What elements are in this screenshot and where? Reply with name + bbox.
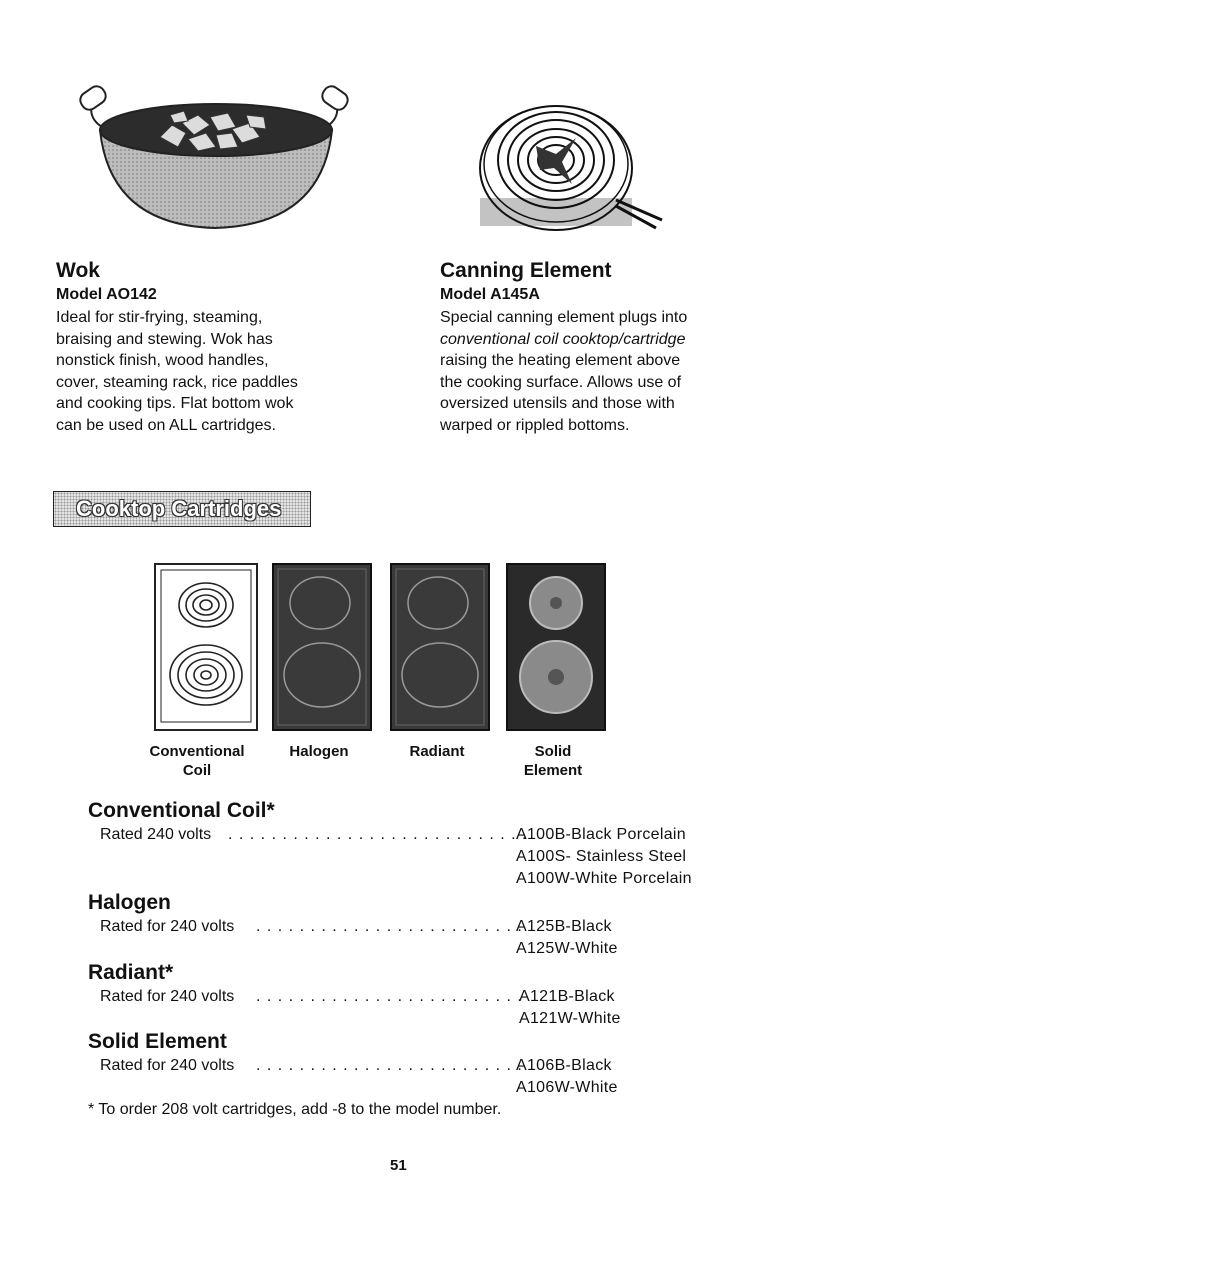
rated-text: Rated for 240 volts <box>100 918 235 935</box>
section-title-conventional-coil: Conventional Coil* <box>88 799 275 822</box>
canning-desc-line: warped or rippled bottoms. <box>440 416 630 434</box>
wok-desc-line: cover, steaming rack, rice paddles <box>56 373 298 391</box>
section-title-radiant: Radiant* <box>88 961 174 984</box>
radiant-cartridge-illustration <box>390 563 490 731</box>
leader-dots: . . . . . . . . . . . . . . . . . . . . . . . . . <box>256 918 523 935</box>
cooktop-cartridges-banner <box>53 491 311 527</box>
wok-model: Model AO142 <box>56 286 157 303</box>
leader-dots: . . . . . . . . . . . . . . . . . . . . . . . . . <box>256 988 523 1005</box>
canning-title: Canning Element <box>440 259 612 282</box>
cartridge-label-radiant <box>372 742 502 761</box>
rated-text: Rated for 240 volts <box>100 988 235 1005</box>
leader-dots: . . . . . . . . . . . . . . . . . . . . . . . . . <box>256 1057 523 1074</box>
wok-desc-line: and cooking tips. Flat bottom wok <box>56 395 294 412</box>
model-number: A125W-White <box>516 940 618 957</box>
section-title-solid-element: Solid Element <box>88 1030 227 1053</box>
canning-desc-line: Special canning element plugs into <box>440 309 688 326</box>
cartridge-label-line: Coil <box>182 762 212 779</box>
solid-element-cartridge-illustration <box>506 563 606 731</box>
page-number: 51 <box>390 1157 407 1174</box>
wok-description <box>56 307 346 436</box>
model-number: A106W-White <box>516 1079 618 1096</box>
model-number: A100S- Stainless Steel <box>516 848 687 865</box>
footnote: * To order 208 volt cartridges, add -8 to the model number. <box>88 1101 502 1118</box>
canning-model: Model A145A <box>440 286 540 303</box>
cartridge-label-line: Solid <box>534 743 572 760</box>
canning-description <box>440 307 740 436</box>
model-number: A121W-White <box>519 1010 621 1027</box>
wok-desc-line: can be used on ALL cartridges. <box>56 416 276 434</box>
canning-desc-line: raising the heating element above <box>440 352 681 369</box>
cartridge-label-line: Element <box>523 762 583 779</box>
wok-desc-line: nonstick finish, wood handles, <box>56 352 269 369</box>
cartridge-label-conventional-coil <box>132 742 262 780</box>
wok-desc-line: braising and stewing. Wok has <box>56 330 273 348</box>
cartridge-label-solid-element <box>488 742 618 780</box>
cartridge-label-line: Halogen <box>289 743 349 760</box>
cartridge-label-line: Radiant <box>409 743 465 760</box>
cartridge-label-halogen <box>254 742 384 761</box>
model-number: A125B-Black <box>516 918 612 935</box>
model-number: A121B-Black <box>519 988 615 1005</box>
canning-desc-line: oversized utensils and those with <box>440 395 675 412</box>
wok-illustration <box>60 85 370 235</box>
model-number: A100B-Black Porcelain <box>516 826 686 843</box>
leader-dots: . . . . . . . . . . . . . . . . . . . . . . . . . . . . <box>228 826 528 843</box>
rated-text: Rated 240 volts <box>100 826 212 843</box>
canning-element-illustration <box>476 88 666 238</box>
banner-label: Cooktop Cartridges <box>76 496 282 521</box>
section-title-halogen: Halogen <box>88 891 171 914</box>
conventional-coil-cartridge-illustration <box>154 563 258 731</box>
wok-desc-line: Ideal for stir-frying, steaming, <box>56 309 263 326</box>
rated-text: Rated for 240 volts <box>100 1057 235 1074</box>
model-number: A106B-Black <box>516 1057 612 1074</box>
cartridge-label-line: Conventional <box>149 743 245 760</box>
halogen-cartridge-illustration <box>272 563 372 731</box>
canning-desc-line: the cooking surface. Allows use of <box>440 373 682 391</box>
wok-title: Wok <box>56 259 100 282</box>
model-number: A100W-White Porcelain <box>516 870 692 887</box>
canning-desc-line: conventional coil cooktop/cartridge <box>440 330 686 348</box>
